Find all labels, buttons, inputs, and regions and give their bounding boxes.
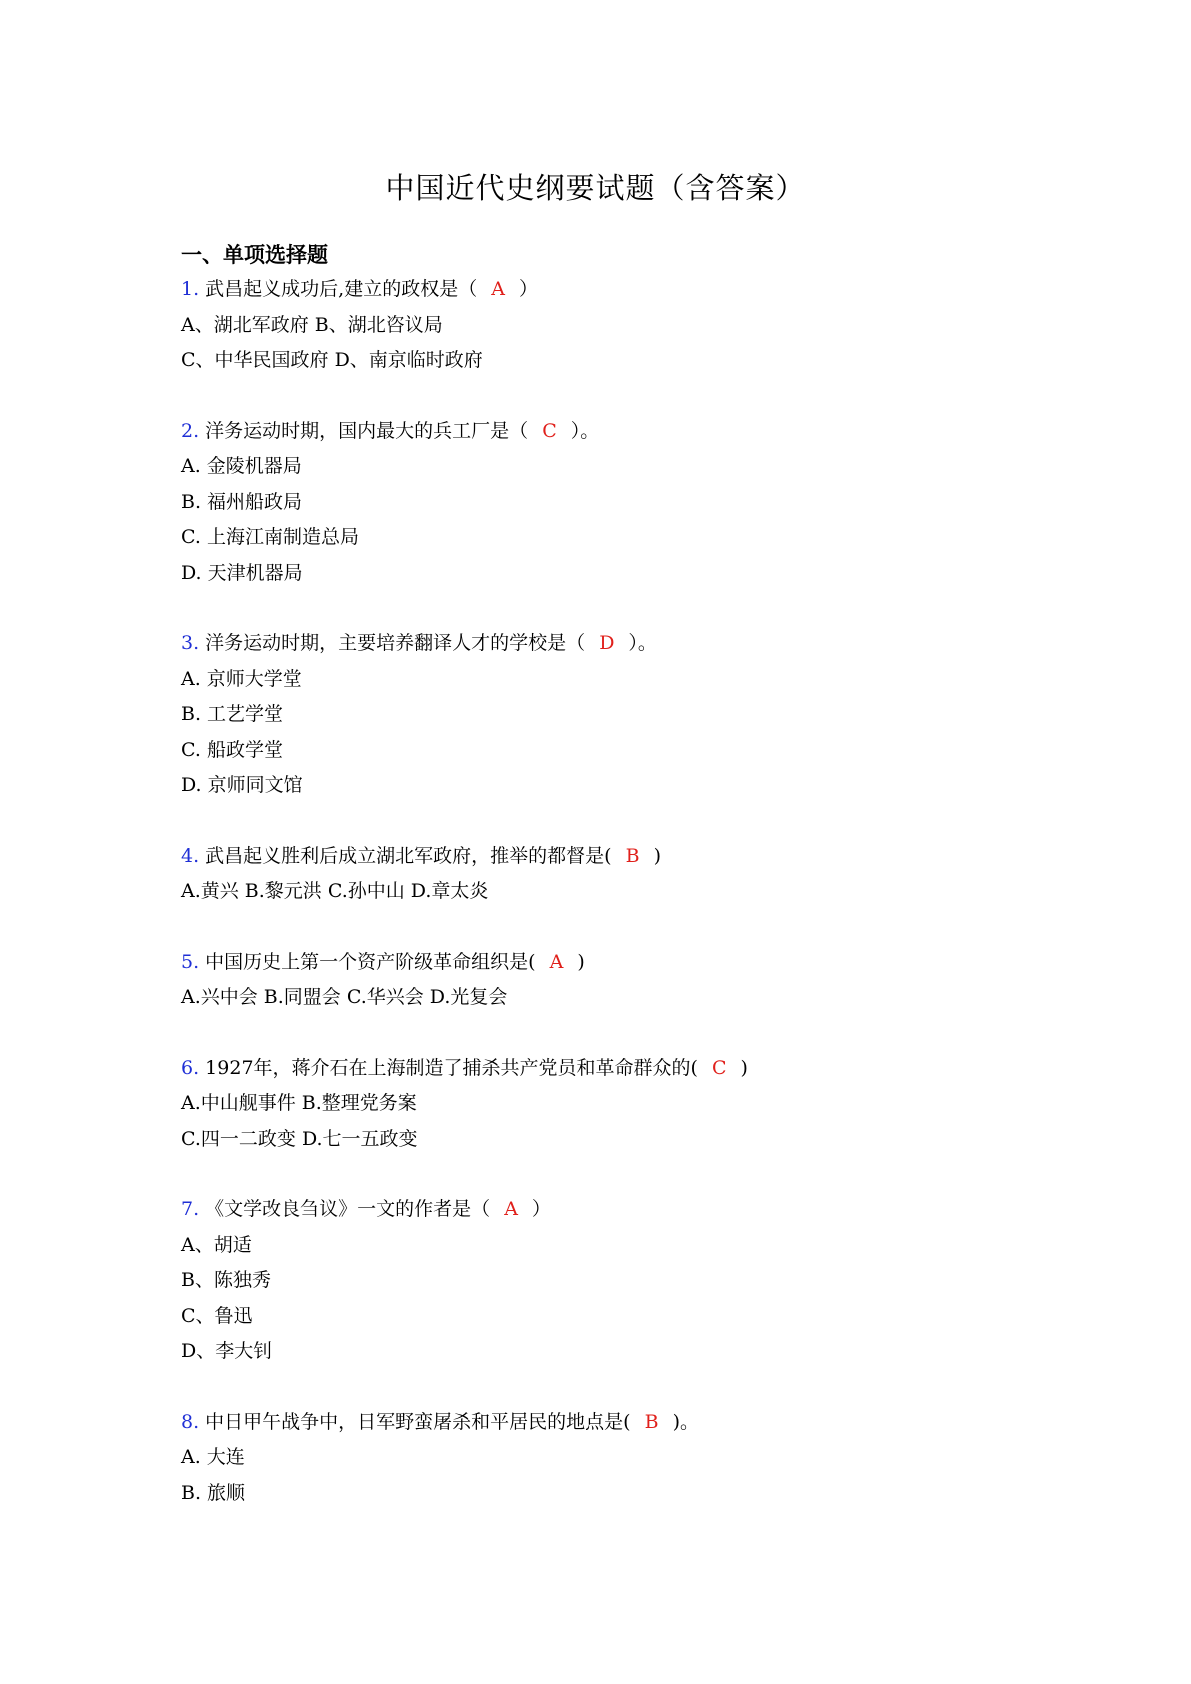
- stem-close: ）: [531, 1198, 551, 1220]
- option-line: B. 福州船政局: [181, 490, 303, 513]
- question-number: 5.: [181, 950, 200, 973]
- answer-mark: B: [644, 1410, 659, 1433]
- stem-close: ）。: [628, 632, 657, 654]
- answer-mark: C: [711, 1056, 727, 1079]
- stem-text: 武昌起义胜利后成立湖北军政府，推举的都督是(: [199, 844, 612, 867]
- answer-mark: D: [599, 632, 615, 654]
- option-line: A. 金陵机器局: [181, 455, 302, 477]
- option-line: C. 上海江南制造总局: [181, 526, 359, 548]
- answer-mark: A: [504, 1198, 518, 1220]
- question-number: 4.: [181, 844, 200, 867]
- option-line: B、陈独秀: [181, 1269, 271, 1291]
- answer-mark: A: [491, 278, 505, 300]
- stem-text: 洋务运动时期，主要培养翻译人才的学校是（: [199, 632, 586, 654]
- option-line: C. 船政学堂: [181, 738, 283, 761]
- stem-close: ): [577, 950, 585, 973]
- question-stem: [181, 272, 1081, 308]
- question-stem: [181, 1192, 1081, 1228]
- question-2: [181, 414, 1081, 592]
- stem-text: 《文学改良刍议》一文的作者是（: [199, 1198, 491, 1220]
- question-stem: [181, 414, 1081, 450]
- question-number: 3.: [181, 632, 200, 654]
- question-stem: [181, 1051, 1081, 1087]
- question-6: [181, 1051, 1081, 1158]
- question-list: [181, 272, 1081, 1546]
- option-line: C.四一二政变 D.七一五政变: [181, 1127, 418, 1150]
- option-line: A、胡适: [181, 1233, 252, 1256]
- option-line: C、鲁迅: [181, 1304, 253, 1327]
- option-line: D、李大钊: [181, 1340, 273, 1362]
- option-line: A.中山舰事件 B.整理党务案: [181, 1092, 417, 1114]
- stem-close: ): [740, 1056, 748, 1079]
- stem-text: 洋务运动时期，国内最大的兵工厂是（: [199, 419, 529, 442]
- question-stem: [181, 626, 1081, 662]
- option-line: B. 工艺学堂: [181, 703, 284, 725]
- question-stem: [181, 1405, 1081, 1441]
- question-number: 8.: [181, 1410, 200, 1433]
- section-heading: 一、单项选择题: [181, 243, 328, 267]
- stem-close: ）。: [570, 419, 600, 442]
- question-number: 6.: [181, 1056, 200, 1079]
- document-title: 中国近代史纲要试题（含答案）: [385, 171, 806, 205]
- question-number: 1.: [181, 278, 200, 300]
- stem-text: 中国历史上第一个资产阶级革命组织是(: [199, 950, 536, 973]
- option-line: A.黄兴 B.黎元洪 C.孙中山 D.章太炎: [181, 880, 489, 902]
- option-line: A. 大连: [181, 1446, 245, 1468]
- stem-close: ）: [518, 278, 538, 300]
- question-7: [181, 1192, 1081, 1370]
- question-8: [181, 1405, 1081, 1512]
- stem-text: 武昌起义成功后,建立的政权是（: [199, 278, 478, 300]
- option-line: A. 京师大学堂: [181, 667, 302, 690]
- stem-text: 1927年，蒋介石在上海制造了捕杀共产党员和革命群众的(: [199, 1056, 698, 1079]
- stem-close: ): [653, 844, 661, 867]
- question-stem: [181, 839, 1081, 875]
- question-stem: [181, 945, 1081, 981]
- option-line: A.兴中会 B.同盟会 C.华兴会 D.光复会: [181, 986, 508, 1008]
- question-5: [181, 945, 1081, 1016]
- option-line: B. 旅顺: [181, 1481, 246, 1504]
- question-number: 7.: [181, 1198, 200, 1220]
- question-3: [181, 626, 1081, 804]
- stem-close: )。: [672, 1410, 699, 1433]
- answer-mark: A: [549, 950, 564, 973]
- question-number: 2.: [181, 419, 200, 442]
- answer-mark: C: [542, 419, 557, 442]
- option-line: D. 天津机器局: [181, 561, 303, 584]
- question-4: [181, 839, 1081, 910]
- option-line: C、中华民国政府 D、南京临时政府: [181, 349, 483, 371]
- option-line: A、湖北军政府 B、湖北咨议局: [181, 313, 443, 336]
- answer-mark: B: [625, 844, 640, 867]
- option-line: D. 京师同文馆: [181, 774, 303, 796]
- question-1: [181, 272, 1081, 379]
- stem-text: 中日甲午战争中，日军野蛮屠杀和平居民的地点是(: [199, 1410, 631, 1433]
